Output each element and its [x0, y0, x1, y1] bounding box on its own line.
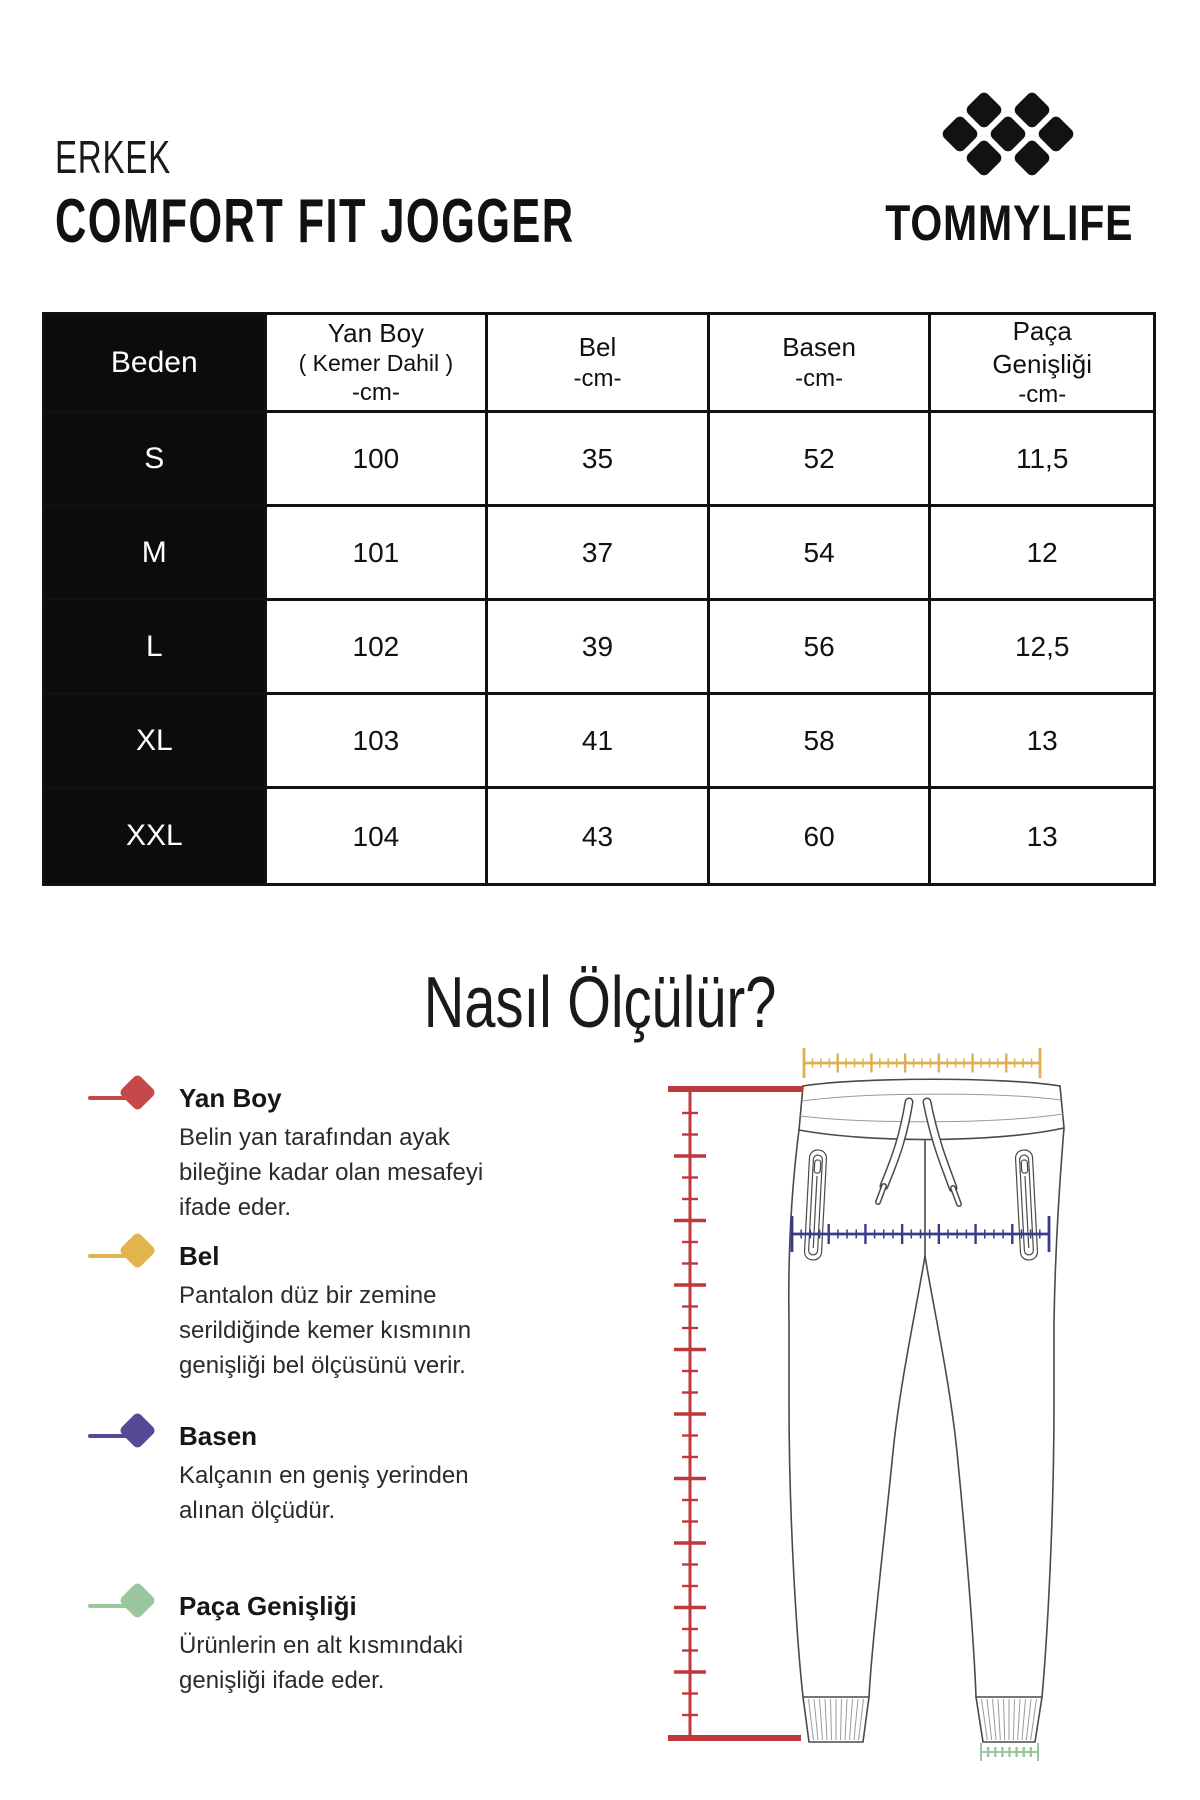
legend-item — [88, 1586, 558, 1698]
howto-title-text: Nasıl Ölçülür? — [423, 963, 777, 1043]
size-label: XL — [135, 723, 173, 757]
legend-diamond-icon — [118, 1231, 156, 1269]
yan-boy-ruler — [668, 1089, 803, 1738]
value-cell — [931, 507, 1153, 601]
value-cell — [931, 413, 1153, 507]
table-header-line: -cm- — [351, 379, 400, 407]
value-text: 13 — [1026, 725, 1058, 756]
table-header-size-column — [45, 315, 267, 413]
table-header-line: Beden — [110, 345, 198, 379]
table-header-cell — [710, 315, 932, 413]
value-text: 52 — [803, 443, 835, 474]
value-text: 43 — [581, 820, 614, 852]
table-header-line: -cm- — [795, 364, 844, 392]
table-header-line: -cm- — [573, 364, 622, 392]
size-cell — [45, 601, 267, 695]
legend-item-description: Kalçanın en geniş yerinden alınan ölçüdür. — [179, 1462, 469, 1524]
right-zipper-icon — [1015, 1150, 1038, 1261]
legend-text — [179, 1078, 558, 1225]
brand-name: TOMMYLIFE — [885, 195, 1134, 251]
legend-diamond-icon — [118, 1411, 156, 1449]
value-text: 58 — [803, 725, 835, 756]
legend-marker — [88, 1416, 180, 1456]
legend-marker — [88, 1586, 180, 1626]
legend-text — [179, 1236, 558, 1383]
basen-ruler — [792, 1216, 1049, 1252]
value-cell — [488, 789, 710, 883]
table-header-cell — [267, 315, 489, 413]
value-text: 56 — [803, 631, 835, 662]
value-text: 13 — [1026, 820, 1058, 852]
value-cell — [710, 789, 932, 883]
size-cell — [45, 695, 267, 789]
value-cell — [488, 601, 710, 695]
value-text: 101 — [352, 537, 400, 568]
size-cell — [45, 789, 267, 883]
size-cell — [45, 413, 267, 507]
product-title: COMFORT FIT JOGGER — [55, 187, 575, 256]
value-cell — [710, 507, 932, 601]
value-text: 39 — [581, 631, 614, 662]
value-cell — [931, 789, 1153, 883]
value-text: 12 — [1026, 537, 1058, 568]
value-cell — [267, 507, 489, 601]
value-cell — [267, 601, 489, 695]
table-header-line: Genişliği — [992, 348, 1093, 379]
drawstrings — [878, 1102, 959, 1204]
legend-item-name: Bel — [179, 1241, 220, 1271]
value-text: 41 — [581, 725, 614, 756]
size-label: XXL — [125, 819, 183, 853]
table-header-line: Bel — [578, 332, 617, 363]
brand-block — [858, 88, 1158, 252]
value-text: 12,5 — [1014, 631, 1070, 662]
legend-text — [179, 1586, 558, 1698]
value-cell — [710, 413, 932, 507]
legend-marker — [88, 1236, 180, 1276]
pants-outline — [789, 1079, 1064, 1742]
size-label: S — [144, 441, 165, 475]
legend-item-description: Ürünlerin en alt kısmındaki genişliği ifade eder. — [179, 1632, 464, 1694]
table-header-cell — [488, 315, 710, 413]
legend-item-description: Pantalon düz bir zemine serildiğinde kemer kısmının genişliği bel ölçüsünü verir. — [179, 1282, 472, 1379]
bel-ruler — [804, 1048, 1040, 1078]
table-header-line: ( Kemer Dahil ) — [298, 350, 454, 377]
value-text: 103 — [352, 725, 400, 756]
paca-ruler — [981, 1743, 1038, 1761]
cuff-ribbing — [809, 1699, 1037, 1740]
jogger-measure-diagram — [560, 1040, 1080, 1800]
value-cell — [931, 601, 1153, 695]
legend-diamond-icon — [118, 1581, 156, 1619]
legend-item — [88, 1416, 558, 1528]
value-text: 104 — [352, 820, 400, 852]
table-header-cell — [931, 315, 1153, 413]
size-table — [42, 312, 1156, 886]
value-cell — [710, 695, 932, 789]
howto-title — [0, 962, 1200, 1044]
value-cell — [488, 413, 710, 507]
size-cell — [45, 507, 267, 601]
legend-text — [179, 1416, 558, 1528]
size-label: M — [141, 535, 167, 569]
value-text: 35 — [581, 443, 614, 474]
legend-item — [88, 1236, 558, 1383]
table-header-line: -cm- — [1018, 381, 1067, 408]
value-cell — [267, 413, 489, 507]
left-zipper-icon — [804, 1150, 827, 1261]
category-title: ERKEK — [55, 131, 171, 183]
table-header-line: Basen — [782, 332, 856, 363]
value-cell — [710, 601, 932, 695]
value-cell — [488, 695, 710, 789]
value-text: 54 — [803, 537, 835, 568]
value-cell — [267, 789, 489, 883]
legend-marker — [88, 1078, 180, 1118]
value-text: 37 — [581, 537, 614, 568]
tommylife-diamond-logo-icon — [928, 88, 1088, 188]
value-text: 60 — [803, 820, 835, 852]
value-text: 102 — [352, 631, 400, 662]
table-header-line: Yan Boy — [327, 317, 425, 348]
value-cell — [267, 695, 489, 789]
value-cell — [931, 695, 1153, 789]
value-text: 100 — [352, 443, 400, 474]
legend-item-description: Belin yan tarafından ayak bileğine kadar olan mesafeyi ifade eder. — [179, 1124, 484, 1221]
legend-item-name: Paça Genişliği — [179, 1591, 357, 1621]
legend-item-name: Basen — [179, 1421, 258, 1451]
table-header-line: Paça — [1012, 316, 1072, 346]
legend-item-name: Yan Boy — [179, 1083, 282, 1113]
size-label: L — [145, 629, 163, 663]
legend-diamond-icon — [118, 1073, 156, 1111]
legend-item — [88, 1078, 558, 1225]
value-text: 11,5 — [1015, 443, 1069, 474]
value-cell — [488, 507, 710, 601]
